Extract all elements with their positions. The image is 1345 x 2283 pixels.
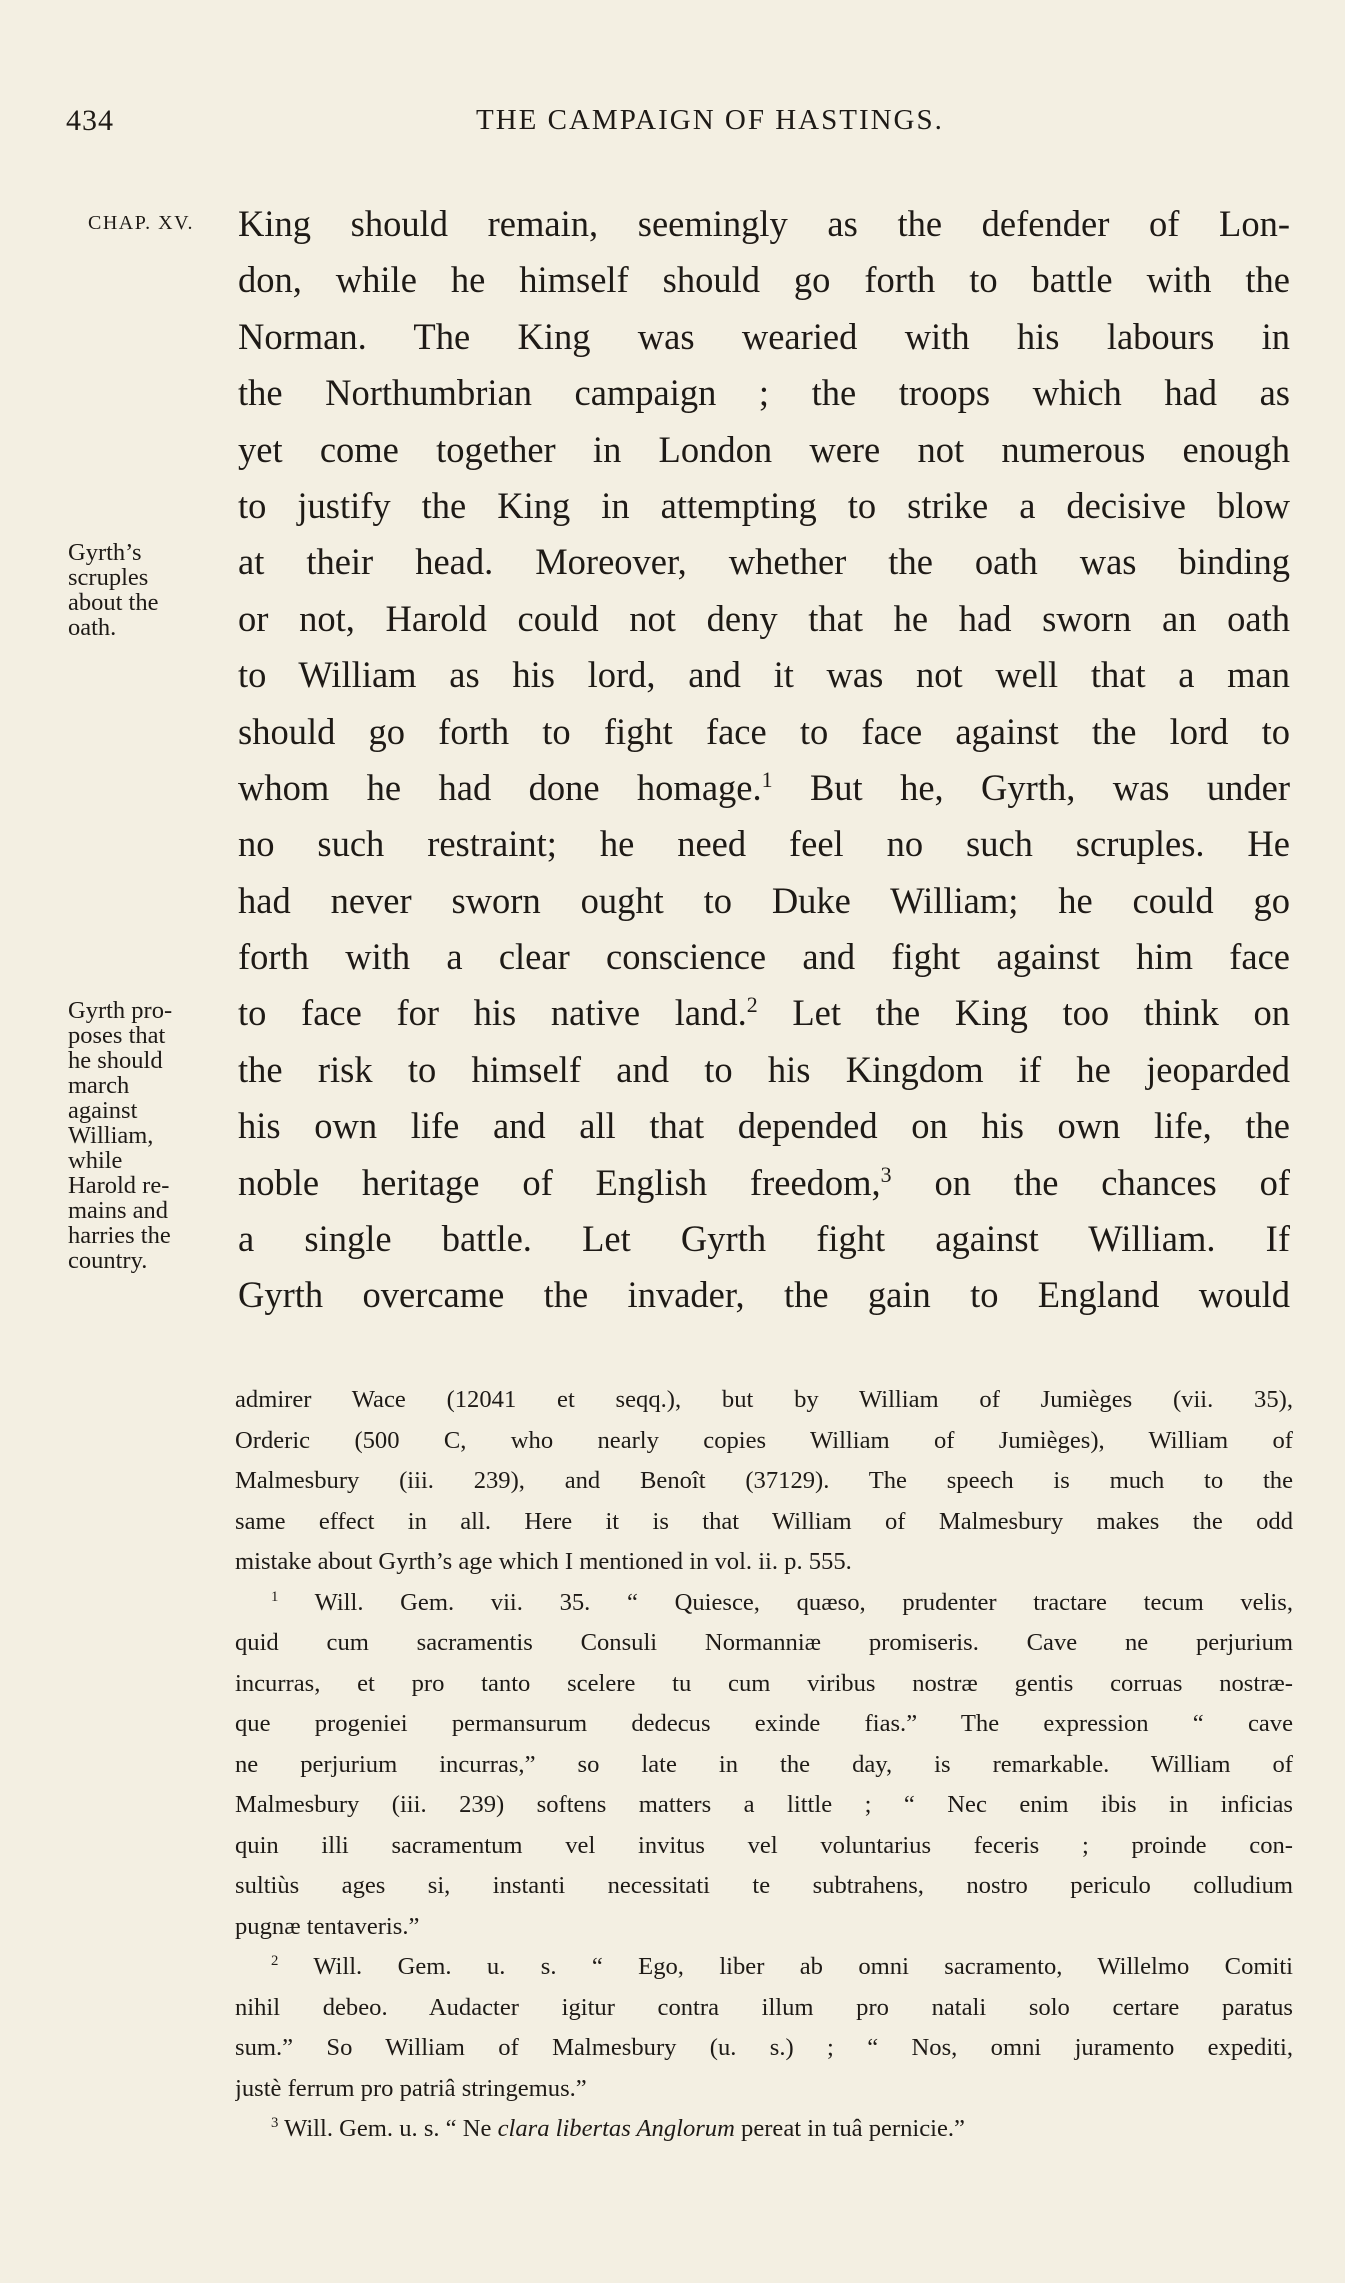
footnote-line: Orderic (500 C, who nearly copies William of Jumièges), William of: [235, 1426, 1293, 1454]
footnote-line: quid cum sacramentis Consuli Normanniæ promiseris. Cave ne perjurium: [235, 1629, 1293, 1656]
body-line: the Northumbrian campaign ; the troops which had as: [238, 372, 1290, 414]
body-line: the risk to himself and to his Kingdom if he jeoparded: [238, 1048, 1290, 1090]
footnote-line: incurras, et pro tanto scelere tu cum viribus nostræ gentis corruas nostræ-: [235, 1669, 1293, 1697]
footnote-line: quin illi sacramentum vel invitus vel voluntarius feceris ; proinde con-: [235, 1831, 1293, 1859]
body-line: to justify the King in attempting to strike a decisive blow: [238, 484, 1290, 526]
body-line: or not, Harold could not deny that he had sworn an oath: [238, 597, 1290, 639]
body-line: yet come together in London were not numerous enough: [238, 428, 1290, 470]
footnotes: [235, 1380, 1293, 2150]
footnote-line: same effect in all. Here it is that William of Malmesbury makes the odd: [235, 1507, 1293, 1535]
footnote-ref: 2: [746, 992, 758, 1018]
body-text: on the chances of: [891, 1161, 1290, 1203]
body-line: should go forth to fight face to face against the lord to: [238, 710, 1290, 752]
body-line-with-footnote: [238, 985, 1290, 1041]
body-text: to face for his native land.: [238, 992, 747, 1034]
footnote-italic-text: clara libertas Anglorum: [497, 2115, 735, 2142]
sidenote-line: he should: [68, 1047, 163, 1074]
sidenote-line: harries the: [68, 1222, 171, 1249]
footnote-3-start: [235, 2109, 1293, 2150]
body-text: noble heritage of English freedom,: [238, 1161, 881, 1203]
main-text: [238, 196, 1290, 1324]
footnote-line: pugnæ tentaveris.”: [235, 1912, 420, 1940]
footnote-line: Malmesbury (iii. 239), and Benoît (37129). The speech is much to the: [235, 1467, 1293, 1494]
sidenote-line: William,: [68, 1122, 154, 1149]
body-text: Let the King too think on: [757, 992, 1290, 1034]
body-line: no such restraint; he need feel no such scruples. He: [238, 823, 1290, 865]
sidenote-line: Gyrth pro-: [68, 997, 173, 1024]
sidenote-line: scruples: [68, 564, 149, 591]
sidenote-line: country.: [68, 1247, 148, 1274]
running-title: THE CAMPAIGN OF HASTINGS.: [476, 104, 944, 136]
footnote-text: Will. Gem. u. s. “ Ne: [284, 2115, 498, 2142]
body-line: at their head. Moreover, whether the oath was binding: [238, 541, 1290, 583]
footnote-line: sum.” So William of Malmesbury (u. s.) ; “ Nos, omni juramento expediti,: [235, 2034, 1293, 2061]
footnote-marker: 2: [271, 1952, 279, 1969]
sidenote-line: about the: [68, 589, 159, 616]
body-text: But he, Gyrth, was under: [772, 766, 1290, 808]
body-line-with-footnote: [238, 760, 1290, 816]
footnote-marker: 1: [271, 1588, 279, 1605]
footnote-line: admirer Wace (12041 et seqq.), but by William of Jumièges (vii. 35),: [235, 1386, 1293, 1413]
footnote-line: sultiùs ages si, instanti necessitati te subtrahens, nostro periculo colludium: [235, 1872, 1293, 1899]
footnote-line: que progeniei permansurum dedecus exinde fias.” The expression “ cave: [235, 1710, 1293, 1737]
footnote-1-start: [235, 1583, 1293, 1624]
sidenote-line: Gyrth’s: [68, 539, 142, 566]
footnote-text: Will. Gem. vii. 35. “ Quiesce, quæso, prudenter tractare tecum velis,: [314, 1588, 1293, 1616]
footnote-marker: 3: [271, 2114, 279, 2131]
sidenote-line: while: [68, 1147, 123, 1174]
footnote-line: mistake about Gyrth’s age which I mentioned in vol. ii. p. 555.: [235, 1548, 852, 1575]
footnote-text: pereat in tuâ pernicie.”: [734, 2115, 965, 2142]
sidenote-line: poses that: [68, 1022, 166, 1049]
sidenote-line: mains and: [68, 1197, 169, 1224]
footnote-ref: 3: [880, 1161, 892, 1187]
page-header: [66, 104, 1295, 150]
footnote-ref: 1: [761, 766, 773, 792]
body-line: had never sworn ought to Duke William; he could go: [238, 879, 1290, 921]
sidenote-line: Harold re-: [68, 1172, 170, 1199]
body-text: whom he had done homage.: [238, 766, 762, 808]
body-line: Gyrth overcame the invader, the gain to England would: [238, 1274, 1290, 1316]
body-line: don, while he himself should go forth to battle with the: [238, 259, 1290, 301]
body-line: a single battle. Let Gyrth fight against William. If: [238, 1218, 1290, 1260]
body-line: forth with a clear conscience and fight against him face: [238, 936, 1290, 978]
sidenote-line: oath.: [68, 614, 117, 641]
sidenote-gyrth-scruples: [68, 540, 228, 640]
body-line: Norman. The King was wearied with his labours in: [238, 315, 1290, 357]
footnote-text: Will. Gem. u. s. “ Ego, liber ab omni sacramento, Willelmo Comiti: [313, 1953, 1293, 1980]
footnote-line: ne perjurium incurras,” so late in the day, is remarkable. William of: [235, 1750, 1293, 1778]
body-line: his own life and all that depended on his own life, the: [238, 1105, 1290, 1147]
sidenote-line: against: [68, 1097, 138, 1124]
sidenote-gyrth-proposes: [68, 998, 228, 1273]
footnote-2-start: [235, 1947, 1293, 1988]
page-number: 434: [66, 104, 114, 137]
body-line-with-footnote: [238, 1155, 1290, 1211]
footnote-line: Malmesbury (iii. 239) softens matters a little ; “ Nec enim ibis in inficias: [235, 1791, 1293, 1818]
chapter-label: CHAP. XV.: [88, 212, 194, 234]
body-line: to William as his lord, and it was not well that a man: [238, 654, 1290, 696]
body-line: King should remain, seemingly as the defender of Lon-: [238, 203, 1290, 244]
footnote-line: nihil debeo. Audacter igitur contra illum pro natali solo certare paratus: [235, 1993, 1293, 2021]
sidenote-line: march: [68, 1072, 130, 1099]
footnote-line: justè ferrum pro patriâ stringemus.”: [235, 2074, 587, 2102]
